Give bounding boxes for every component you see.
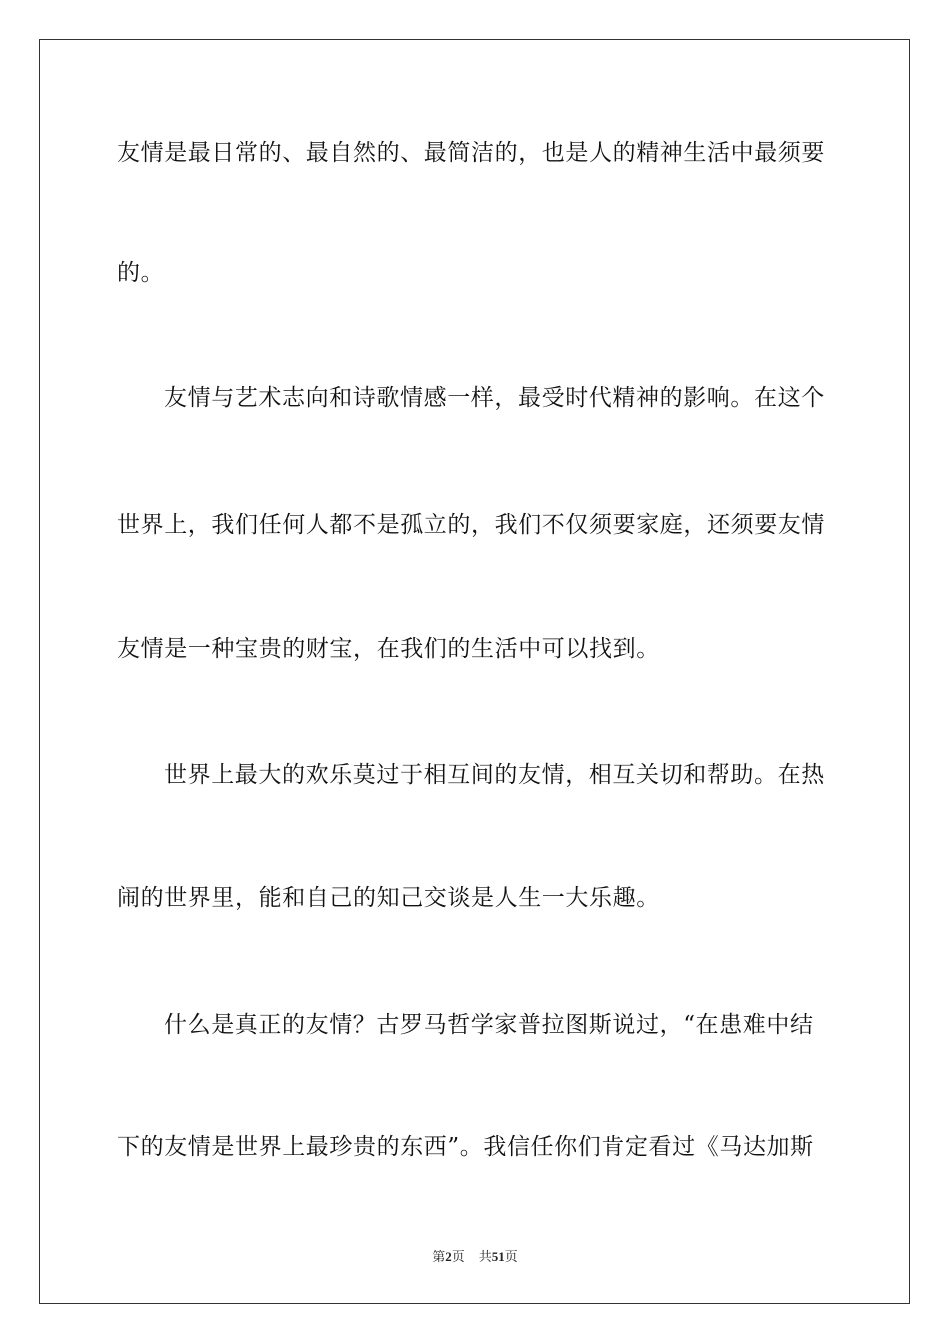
text-line: 友情与艺术志向和诗歌情感一样，最受时代精神的影响。在这个 [164, 385, 825, 411]
text-line: 世界上，我们任何人都不是孤立的，我们不仅须要家庭，还须要友情 [117, 512, 825, 538]
page-number: 2 [445, 1249, 452, 1264]
total-prefix: 共 [478, 1249, 492, 1264]
text-line: 的。 [117, 260, 165, 286]
text-line: 友情是最日常的、最自然的、最简洁的，也是人的精神生活中最须要 [117, 140, 825, 166]
page-border [39, 39, 910, 1304]
page-suffix: 页 [451, 1249, 465, 1264]
page-footer [0, 1246, 950, 1265]
page-prefix: 第 [432, 1249, 446, 1264]
total-pages: 51 [491, 1249, 505, 1264]
text-line: 友情是一种宝贵的财宝，在我们的生活中可以找到。 [117, 636, 660, 662]
text-line: 什么是真正的友情？古罗马哲学家普拉图斯说过，“在患难中结 [164, 1012, 814, 1038]
text-line: 世界上最大的欢乐莫过于相互间的友情，相互关切和帮助。在热 [164, 762, 825, 788]
total-suffix: 页 [504, 1249, 518, 1264]
text-line: 闹的世界里，能和自己的知己交谈是人生一大乐趣。 [117, 885, 660, 911]
text-line: 下的友情是世界上最珍贵的东西”。我信任你们肯定看过《马达加斯 [117, 1134, 814, 1160]
